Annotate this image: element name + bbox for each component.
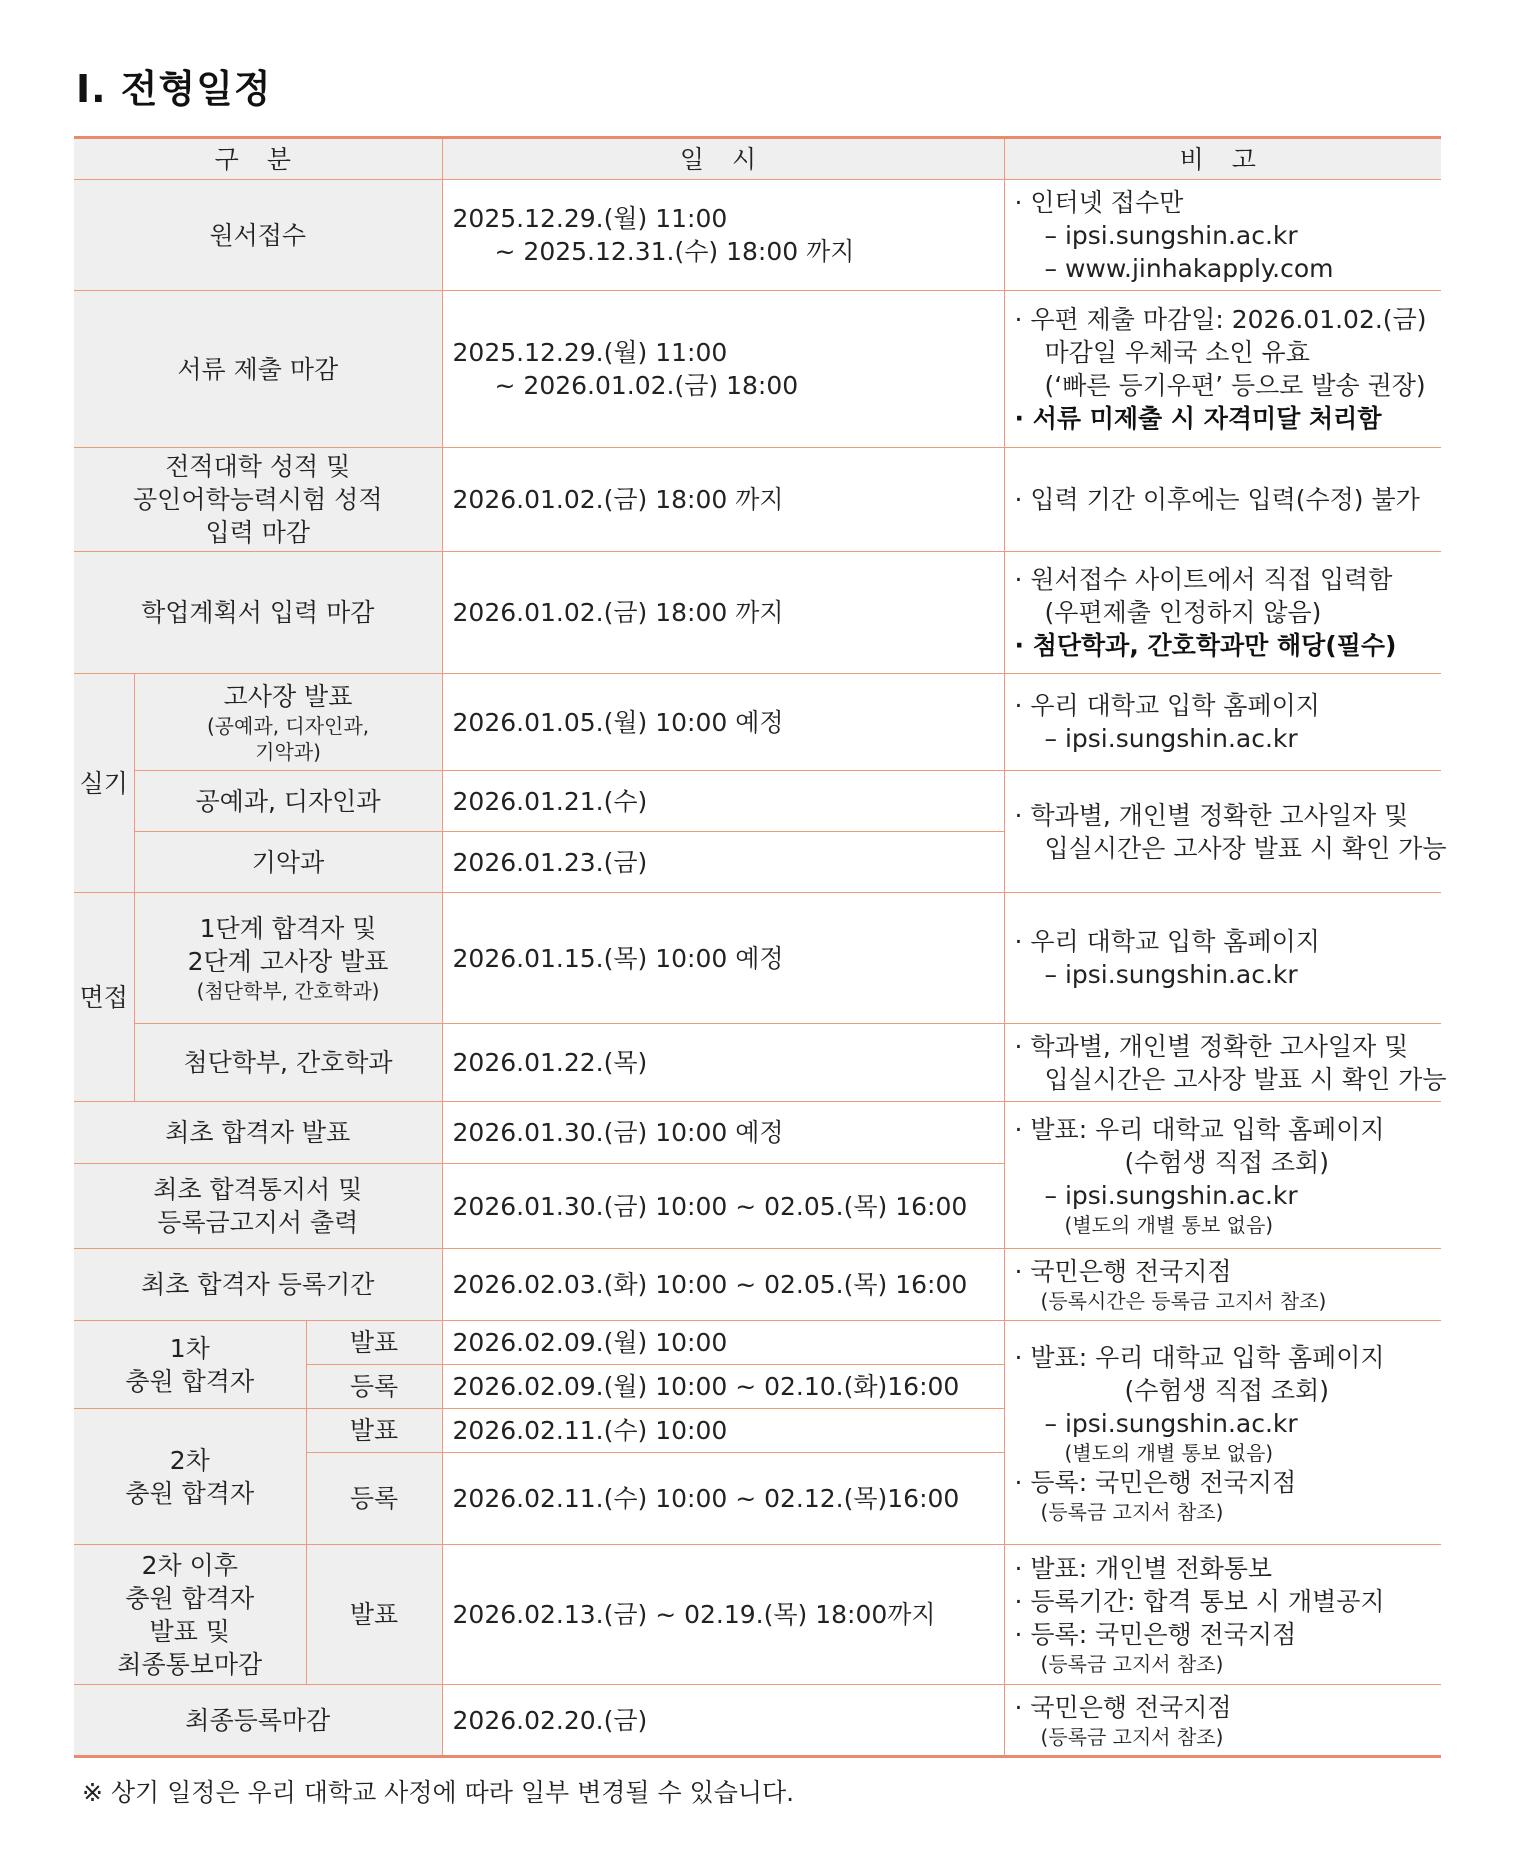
table-row <box>74 448 1441 552</box>
table-row <box>74 1024 1441 1102</box>
row-sublabel-round1-register: 등록 <box>306 1365 442 1409</box>
row-date-practical-craft: 2026.01.21.(수) <box>442 771 1004 832</box>
row-notes-interview-stage: · 우리 대학교 입학 홈페이지 – ipsi.sungshin.ac.kr <box>1004 893 1441 1024</box>
row-date-studyplan: 2026.01.02.(금) 18:00 까지 <box>442 552 1004 674</box>
row-date-round1-register: 2026.02.09.(월) 10:00 ~ 02.10.(화)16:00 <box>442 1365 1004 1409</box>
row-notes-documents: · 우편 제출 마감일: 2026.01.02.(금) 마감일 우체국 소인 유효 (‘빠른 등기우편’ 등으로 발송 권장) · 서류 미제출 시 자격미달 처리함 <box>1004 291 1441 448</box>
row-label-final-deadline: 최종등록마감 <box>74 1685 442 1757</box>
group-label-interview: 면접 <box>74 893 134 1102</box>
row-date-final-register: 2026.02.03.(화) 10:00 ~ 02.05.(목) 16:00 <box>442 1249 1004 1321</box>
row-notes-practical-venue: · 우리 대학교 입학 홈페이지 – ipsi.sungshin.ac.kr <box>1004 674 1441 771</box>
row-notes-grades: · 입력 기간 이후에는 입력(수정) 불가 <box>1004 448 1441 552</box>
row-notes-rounds: · 발표: 우리 대학교 입학 홈페이지 (수험생 직접 조회) – ipsi.sungshin.ac.kr (별도의 개별 통보 없음) · 등록: 국민은행 전국지점 (등록금 고지서 참조) <box>1004 1321 1441 1545</box>
table-row <box>74 893 1441 1024</box>
header-datetime: 일 시 <box>442 138 1004 180</box>
row-date-round1-announce: 2026.02.09.(월) 10:00 <box>442 1321 1004 1365</box>
row-label-practical-venue: 고사장 발표 (공예과, 디자인과, 기악과) <box>134 674 442 771</box>
row-label-final-announce: 최초 합격자 발표 <box>74 1102 442 1164</box>
row-date-round2-announce: 2026.02.11.(수) 10:00 <box>442 1409 1004 1453</box>
row-notes-round-after: · 발표: 개인별 전화통보 · 등록기간: 합격 통보 시 개별공지 · 등록: 국민은행 전국지점 (등록금 고지서 참조) <box>1004 1545 1441 1685</box>
row-label-grades: 전적대학 성적 및 공인어학능력시험 성적 입력 마감 <box>74 448 442 552</box>
row-label-documents: 서류 제출 마감 <box>74 291 442 448</box>
row-notes-final-announce: · 발표: 우리 대학교 입학 홈페이지 (수험생 직접 조회) – ipsi.sungshin.ac.kr (별도의 개별 통보 없음) <box>1004 1102 1441 1249</box>
row-sublabel-round-after: 발표 <box>306 1545 442 1685</box>
row-date-round-after: 2026.02.13.(금) ~ 02.19.(목) 18:00까지 <box>442 1545 1004 1685</box>
row-label-interview-exam: 첨단학부, 간호학과 <box>134 1024 442 1102</box>
row-label-round-after: 2차 이후 충원 합격자 발표 및 최종통보마감 <box>74 1545 306 1685</box>
row-notes-practical-exam: · 학과별, 개인별 정확한 고사일자 및 입실시간은 고사장 발표 시 확인 가능 <box>1004 771 1441 893</box>
row-label-round2: 2차 충원 합격자 <box>74 1409 306 1545</box>
table-row <box>74 1249 1441 1321</box>
row-date-final-notice: 2026.01.30.(금) 10:00 ~ 02.05.(목) 16:00 <box>442 1164 1004 1249</box>
row-date-interview-exam: 2026.01.22.(목) <box>442 1024 1004 1102</box>
row-date-final-announce: 2026.01.30.(금) 10:00 예정 <box>442 1102 1004 1164</box>
row-date-round2-register: 2026.02.11.(수) 10:00 ~ 02.12.(목)16:00 <box>442 1453 1004 1545</box>
row-label-practical-music: 기악과 <box>134 832 442 893</box>
row-notes-studyplan: · 원서접수 사이트에서 직접 입력함 (우편제출 인정하지 않음) · 첨단학과, 간호학과만 해당(필수) <box>1004 552 1441 674</box>
table-header-row <box>74 138 1441 180</box>
row-sublabel-round1-announce: 발표 <box>306 1321 442 1365</box>
header-remarks: 비 고 <box>1004 138 1441 180</box>
row-label-interview-stage: 1단계 합격자 및 2단계 고사장 발표 (첨단학부, 간호학과) <box>134 893 442 1024</box>
row-notes-final-register: · 국민은행 전국지점 (등록시간은 등록금 고지서 참조) <box>1004 1249 1441 1321</box>
row-label-application: 원서접수 <box>74 180 442 291</box>
table-row <box>74 552 1441 674</box>
table-row <box>74 1685 1441 1757</box>
row-sublabel-round2-announce: 발표 <box>306 1409 442 1453</box>
row-date-practical-venue: 2026.01.05.(월) 10:00 예정 <box>442 674 1004 771</box>
page-title: Ⅰ. 전형일정 <box>76 67 272 111</box>
row-sublabel-round2-register: 등록 <box>306 1453 442 1545</box>
schedule-table <box>74 136 1447 1758</box>
row-label-studyplan: 학업계획서 입력 마감 <box>74 552 442 674</box>
group-label-practical: 실기 <box>74 674 134 893</box>
row-date-application: 2025.12.29.(월) 11:00 ~ 2025.12.31.(수) 18:00 까지 <box>442 180 1004 291</box>
table-row <box>74 291 1441 448</box>
table-row <box>74 674 1441 771</box>
row-notes-final-deadline: · 국민은행 전국지점 (등록금 고지서 참조) <box>1004 1685 1441 1757</box>
table-row <box>74 1321 1441 1365</box>
table-row <box>74 180 1441 291</box>
row-date-documents: 2025.12.29.(월) 11:00 ~ 2026.01.02.(금) 18:00 <box>442 291 1004 448</box>
row-label-final-notice: 최초 합격통지서 및 등록금고지서 출력 <box>74 1164 442 1249</box>
table-row <box>74 771 1441 832</box>
row-date-final-deadline: 2026.02.20.(금) <box>442 1685 1004 1757</box>
footnote: ※ 상기 일정은 우리 대학교 사정에 따라 일부 변경될 수 있습니다. <box>82 1778 795 1807</box>
row-label-practical-craft: 공예과, 디자인과 <box>134 771 442 832</box>
header-category: 구 분 <box>74 138 442 180</box>
row-date-grades: 2026.01.02.(금) 18:00 까지 <box>442 448 1004 552</box>
table-row <box>74 1102 1441 1164</box>
row-date-interview-stage: 2026.01.15.(목) 10:00 예정 <box>442 893 1004 1024</box>
row-notes-application: · 인터넷 접수만 – ipsi.sungshin.ac.kr – www.jinhakapply.com <box>1004 180 1441 291</box>
table-row <box>74 1545 1441 1685</box>
row-date-practical-music: 2026.01.23.(금) <box>442 832 1004 893</box>
row-label-final-register: 최초 합격자 등록기간 <box>74 1249 442 1321</box>
row-label-round1: 1차 충원 합격자 <box>74 1321 306 1409</box>
row-notes-interview-exam: · 학과별, 개인별 정확한 고사일자 및 입실시간은 고사장 발표 시 확인 가능 <box>1004 1024 1441 1102</box>
